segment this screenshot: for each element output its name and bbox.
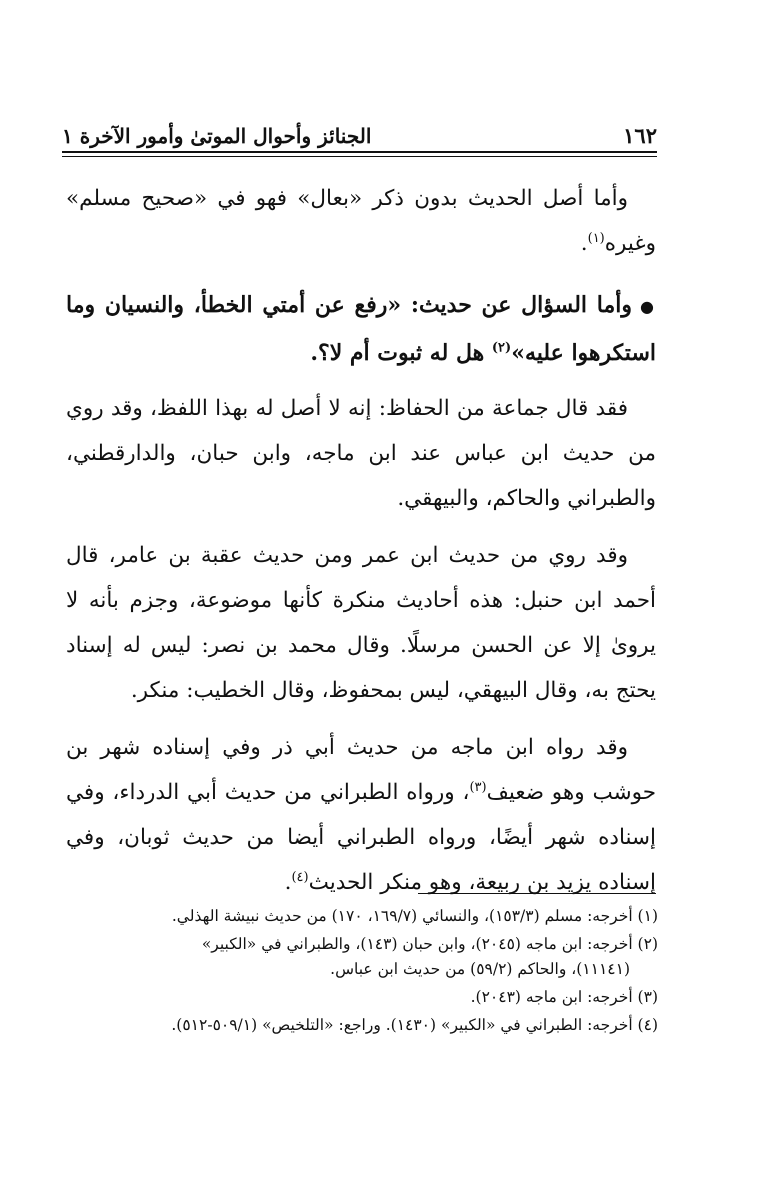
footnote-1: (١) أخرجه: مسلم (١٥٣/٣)، والنسائي (١٦٩/٧، ١٧٠) من حديث نبيشة الهذلي. xyxy=(171,907,658,925)
footnote-ref-2: (٢) xyxy=(491,340,512,356)
footnote-ref-1: (١) xyxy=(587,230,605,246)
paragraph-ibn-majah-end: . xyxy=(284,870,292,895)
paragraph-ibn-majah-text: وقد رواه ابن ماجه من حديث أبي ذر وفي إسناده شهر بن حوشب وهو ضعيف xyxy=(66,735,656,805)
main-text xyxy=(66,176,656,905)
page-number: ١٦٢ xyxy=(623,123,657,148)
page-header xyxy=(62,110,657,148)
paragraph-huffaz: فقد قال جماعة من الحفاظ: إنه لا أصل له بهذا اللفظ، وقد روي من حديث ابن عباس عند ابن ماجه، وابن حبان، والدارقطني، والطبراني والحاكم، والبيهقي. xyxy=(66,396,656,511)
paragraph-origin-end: . xyxy=(580,231,588,256)
paragraph-origin xyxy=(66,176,656,266)
question-text: وأما السؤال عن حديث: «رفع عن أمتي الخطأ، والنسيان وما استكرهوا عليه» xyxy=(66,292,656,366)
question-heading xyxy=(66,282,656,376)
footnote-ref-4: (٤) xyxy=(291,869,309,885)
footnote-3: (٣) أخرجه: ابن ماجه (٢٠٤٣). xyxy=(470,988,658,1006)
running-title: الجنائز وأحوال الموتىٰ وأمور الآخرة ١ xyxy=(62,124,372,148)
footnote-4: (٤) أخرجه: الطبراني في «الكبير» (١٤٣٠). وراجع: «التلخيص» (٥٠٩/١-٥١٢). xyxy=(171,1016,658,1034)
footnote-ref-3: (٣) xyxy=(469,779,487,795)
paragraph-ibn-majah-mid: ، ورواه الطبراني من حديث أبي الدرداء، وفي إسناده شهر أيضًا، ورواه الطبراني أيضا من حديث ثوبان، وفي إسناده يزيد بن ربيعة، وهو منكر الحديث xyxy=(66,780,656,895)
footnote-2 xyxy=(62,932,658,982)
header-rule-thick xyxy=(62,151,657,153)
bullet-icon: ● xyxy=(639,297,656,316)
footnote-2-continuation: (١١١٤١)، والحاكم (٥٩/٢) من حديث ابن عباس. xyxy=(330,960,630,978)
paragraph-ibn-majah xyxy=(66,725,656,905)
question-end: هل له ثبوت أم لا؟. xyxy=(310,340,492,366)
paragraph-origin-text: وأما أصل الحديث بدون ذكر «بعال» فهو في «صحيح مسلم» وغيره xyxy=(66,186,656,256)
footnote-2-text: (٢) أخرجه: ابن ماجه (٢٠٤٥)، وابن حبان (١٤٣)، والطبراني في «الكبير» xyxy=(201,935,658,953)
paragraph-ibn-umar: وقد روي من حديث ابن عمر ومن حديث عقبة بن عامر، قال أحمد ابن حنبل: هذه أحاديث منكرة كأنها موضوعة، وجزم بأنه لا يروىٰ إلا عن الحسن مرسلًا. وقال محمد بن نصر: ليس له إسناد يحتج به، وقال البيهقي، ليس بمحفوظ، وقال الخطيب: منكر. xyxy=(66,543,656,703)
footnotes xyxy=(62,904,658,1041)
header-rule-thin xyxy=(62,156,657,157)
footnote-divider xyxy=(418,893,656,894)
